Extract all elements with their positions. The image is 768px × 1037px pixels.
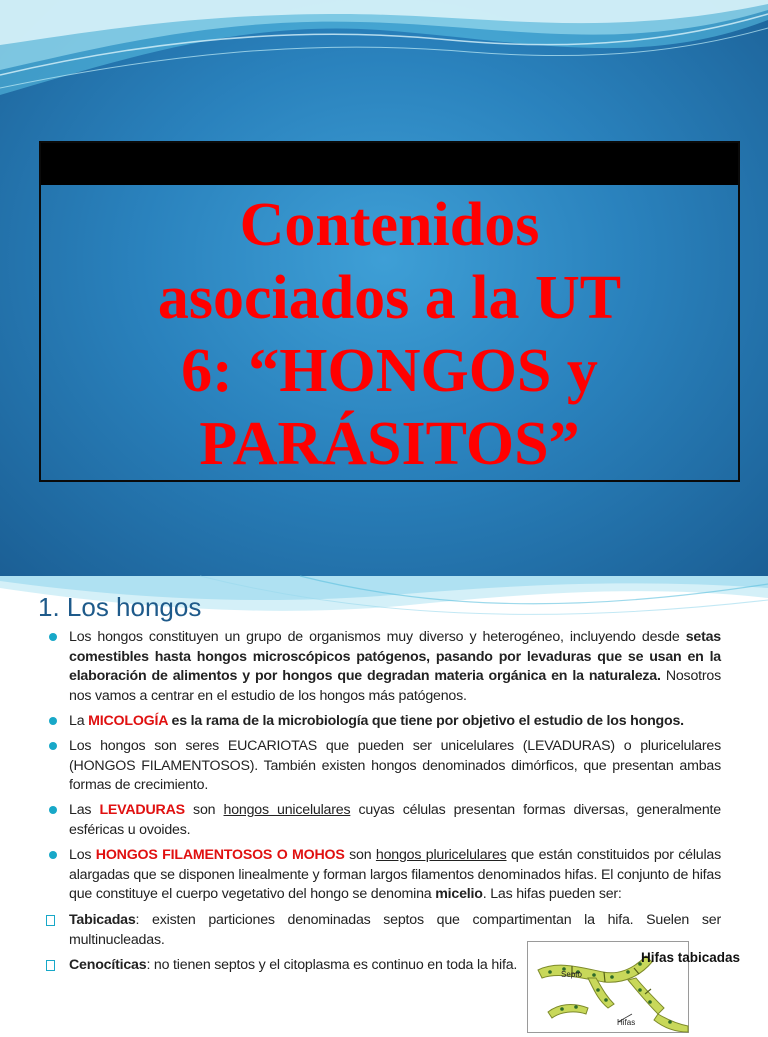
item-highlight: LEVADURAS <box>99 802 185 818</box>
item-text: : no tienen septos y el citoplasma es continuo en toda la hifa. <box>146 957 518 973</box>
decorative-waves <box>0 0 768 110</box>
bullet-icon <box>49 633 57 641</box>
item-bold: Tabicadas <box>69 912 136 928</box>
item-text: Nosotros nos vamos a centrar en el estudio de los hongos más patógenos. <box>69 668 721 704</box>
section-heading: 1. Los hongos <box>38 592 202 622</box>
title-box <box>39 141 740 482</box>
item-text: Las <box>69 802 100 818</box>
item-text: Los hongos son seres EUCARIOTAS que pueden ser unicelulares (LEVADURAS) o pluricelulares (HONGOS FILAMENTOSOS). También existen hongos denominados dimórficos, que presentan ambas formas de crecimiento. <box>69 738 721 793</box>
list-item <box>69 737 721 796</box>
item-bold: Cenocíticas <box>69 957 147 973</box>
bullet-icon <box>49 742 57 750</box>
figure-title: Hifas tabicadas <box>641 950 741 965</box>
item-text: . Las hifas pueden ser: <box>482 886 622 902</box>
item-text: Los <box>69 847 96 863</box>
bullet-icon <box>49 806 57 814</box>
title-line-1: Contenidos <box>239 191 540 259</box>
item-bold: setas comestibles hasta hongos microscópicos patógenos, pasando por levaduras que se usan en la elaboración de alimentos y por hongos que degradan materia orgánica en la naturaleza. <box>69 629 721 684</box>
list-item <box>69 712 721 732</box>
item-underline: hongos unicelulares <box>223 802 351 818</box>
list-item <box>69 846 721 905</box>
item-underline: hongos pluricelulares <box>375 847 507 863</box>
title-line-4: PARÁSITOS” <box>199 410 580 478</box>
item-bold: micelio <box>435 886 483 902</box>
sub-bullet-icon <box>46 915 55 926</box>
item-text: que están constituidos por células alargadas que se disponen linealmente y forman largos filamentos denominados hifas. El conjunto de hifas que constituye el cuerpo vegetativo del hongo se denomina <box>69 847 721 902</box>
item-text: son <box>184 802 224 818</box>
figure-septo-label: Septo <box>561 970 582 979</box>
slide-title <box>41 189 738 481</box>
figure-hifas-label: Hifas <box>617 1018 636 1027</box>
title-line-3: 6: “HONGOS y <box>181 337 598 405</box>
item-text: : existen particiones denominadas septos que compartimentan la hifa. Suelen ser multinucleadas. <box>69 912 721 948</box>
item-text: La <box>69 713 89 729</box>
content-slide <box>0 576 768 1027</box>
item-highlight: MICOLOGÍA <box>88 713 168 729</box>
list-item <box>69 628 721 706</box>
item-text: son <box>344 847 376 863</box>
item-text: cuyas células presentan formas diversas, generalmente esféricas u ovoides. <box>69 802 721 838</box>
item-highlight: HONGOS FILAMENTOSOS O MOHOS <box>95 847 345 863</box>
list-item <box>69 956 521 976</box>
title-line-2: asociados a la UT <box>157 264 622 332</box>
bullet-icon <box>49 717 57 725</box>
hyphae-figure <box>527 941 741 1033</box>
item-text: Los hongos constituyen un grupo de organismos muy diverso y heterogéneo, incluyendo desde <box>69 629 686 645</box>
item-bold: es la rama de la microbiología que tiene por objetivo el estudio de los hongos. <box>167 713 684 729</box>
sub-bullet-icon <box>46 960 55 971</box>
title-black-bar <box>41 143 738 185</box>
bullet-icon <box>49 851 57 859</box>
list-item <box>69 801 721 840</box>
